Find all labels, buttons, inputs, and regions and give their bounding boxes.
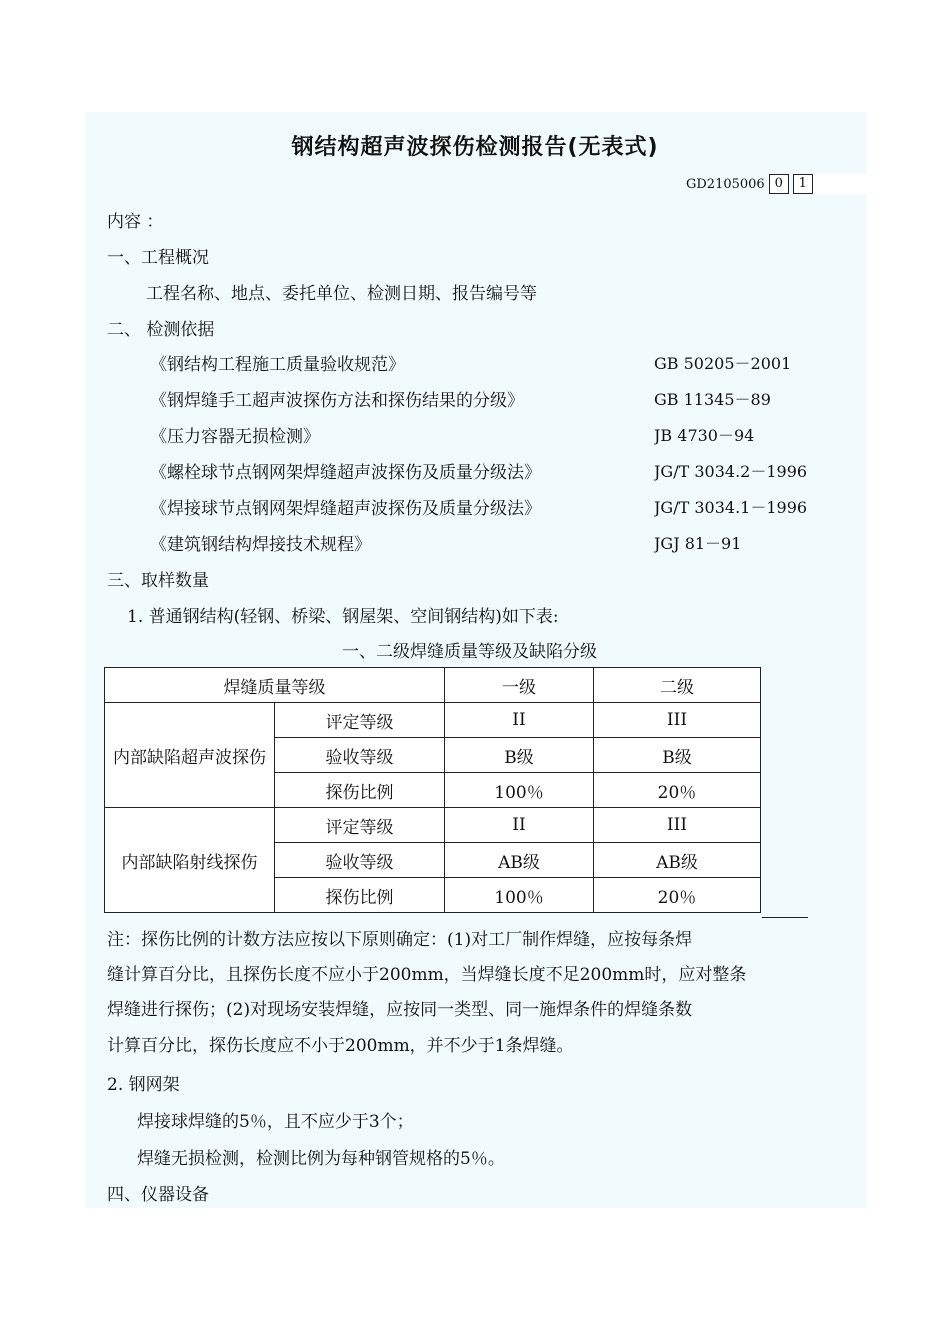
table-bottom-rule-extension — [762, 917, 808, 918]
table-cell: AB级 — [445, 843, 594, 878]
table-cell: 20％ — [594, 773, 761, 808]
table-cell: 探伤比例 — [275, 773, 445, 808]
table-group-cell: 内部缺陷超声波探伤 — [105, 703, 275, 808]
standard-code: JG/T 3034.1－1996 — [654, 498, 808, 517]
section-2-heading: 二、 检测依据 — [107, 320, 215, 340]
document-code-box-1: 0 — [769, 174, 789, 194]
section-1-heading: 一、工程概况 — [107, 248, 209, 268]
table-note-line: 焊缝进行探伤；(2)对现场安装焊缝，应按同一类型、同一施焊条件的焊缝条数 — [107, 1000, 693, 1020]
table-cell: 100％ — [445, 773, 594, 808]
table-cell: B级 — [445, 738, 594, 773]
table-cell: 评定等级 — [275, 703, 445, 738]
standard-code: GB 11345－89 — [654, 390, 771, 409]
grid-text-line: 焊接球焊缝的5％，且不应少于3个； — [137, 1112, 414, 1132]
standard-name: 《建筑钢结构焊接技术规程》 — [150, 535, 371, 555]
table-caption: 一、二级焊缝质量等级及缺陷分级 — [342, 642, 597, 662]
document-code-box-2: 1 — [793, 174, 813, 194]
table-cell: 100％ — [445, 878, 594, 913]
table-cell: III — [594, 703, 761, 738]
standard-code: JGJ 81－91 — [654, 534, 742, 553]
standard-code: JB 4730－94 — [654, 426, 755, 445]
content-label: 内容 ： — [107, 212, 164, 232]
table-row — [105, 808, 761, 843]
section-3-heading: 三、取样数量 — [107, 571, 209, 591]
table-cell: 20％ — [594, 878, 761, 913]
section-1-text: 工程名称、地点、委托单位、检测日期、报告编号等 — [146, 284, 537, 304]
table-group-cell: 内部缺陷射线探伤 — [105, 808, 275, 913]
section-4-heading: 四、仪器设备 — [107, 1185, 209, 1205]
table-note-line: 计算百分比，探伤长度应不小于200mm，并不少于1条焊缝。 — [107, 1036, 574, 1056]
weld-grade-table — [104, 667, 761, 913]
table-cell: II — [445, 703, 594, 738]
table-note-line: 注：探伤比例的计数方法应按以下原则确定：(1)对工厂制作焊缝，应按每条焊 — [107, 930, 693, 950]
section-3-item-2: 2. 钢网架 — [107, 1075, 180, 1095]
table-cell: 探伤比例 — [275, 878, 445, 913]
page-title: 钢结构超声波探伤检测报告(无表式) — [291, 135, 659, 160]
table-cell: B级 — [594, 738, 761, 773]
standard-name: 《焊接球节点钢网架焊缝超声波探伤及质量分级法》 — [150, 499, 541, 519]
standard-code: GB 50205－2001 — [654, 354, 792, 373]
grid-text-line: 焊缝无损检测，检测比例为每种钢管规格的5％。 — [137, 1149, 505, 1169]
table-cell: AB级 — [594, 843, 761, 878]
standard-name: 《螺栓球节点钢网架焊缝超声波探伤及质量分级法》 — [150, 463, 541, 483]
table-header-cell: 一级 — [445, 668, 594, 703]
standard-name: 《钢结构工程施工质量验收规范》 — [150, 355, 405, 375]
document-code-prefix: GD2105006 — [686, 176, 765, 192]
table-cell: 验收等级 — [275, 738, 445, 773]
table-note-line: 缝计算百分比，且探伤长度不应小于200mm，当焊缝长度不足200mm时，应对整条 — [107, 965, 747, 985]
table-cell: II — [445, 808, 594, 843]
table-cell: III — [594, 808, 761, 843]
table-cell: 验收等级 — [275, 843, 445, 878]
section-3-item-1: 1. 普通钢结构(轻钢、桥梁、钢屋架、空间钢结构)如下表: — [127, 607, 559, 627]
standard-name: 《钢焊缝手工超声波探伤方法和探伤结果的分级》 — [150, 391, 524, 411]
table-header-cell: 二级 — [594, 668, 761, 703]
table-header-cell: 焊缝质量等级 — [105, 668, 445, 703]
code-strip — [811, 174, 867, 194]
table-row — [105, 668, 761, 703]
table-cell: 评定等级 — [275, 808, 445, 843]
document-code — [686, 174, 813, 194]
standard-code: JG/T 3034.2－1996 — [654, 462, 808, 481]
table-row — [105, 703, 761, 738]
standard-name: 《压力容器无损检测》 — [150, 427, 320, 447]
